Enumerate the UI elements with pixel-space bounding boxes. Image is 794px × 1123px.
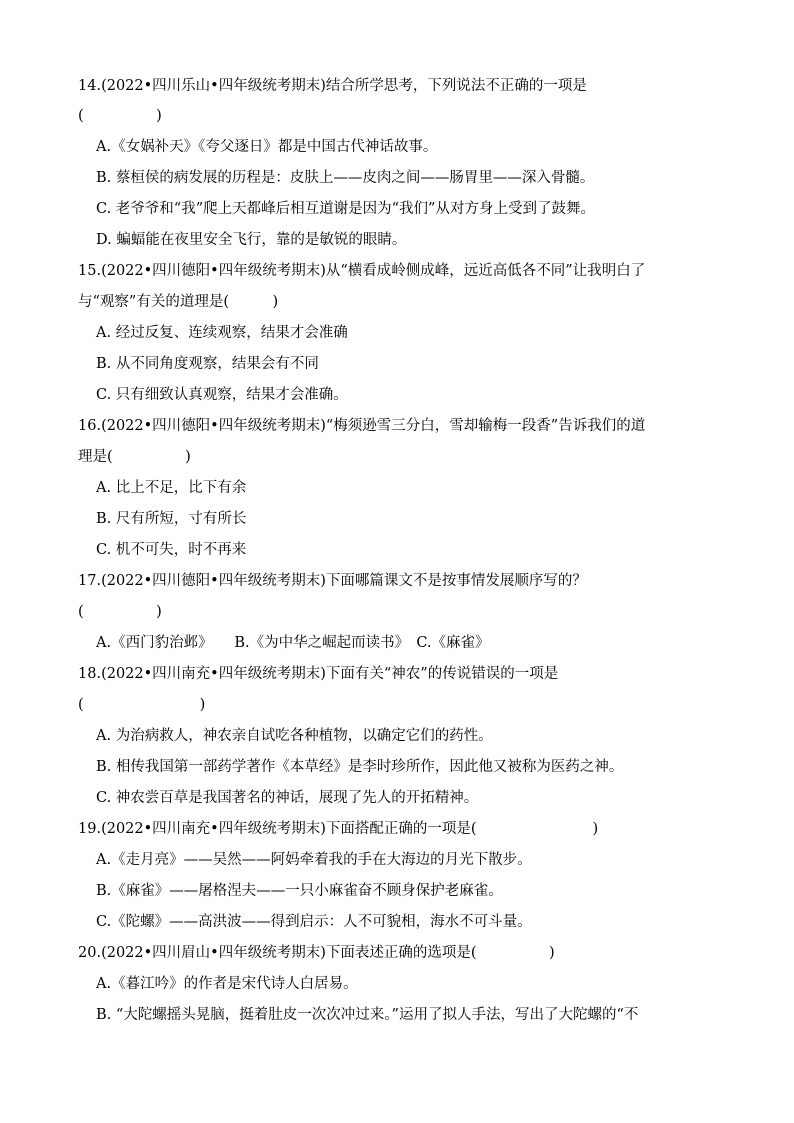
option-a: A. 为治病救人，神农亲自试吃各种植物，以确定它们的药性。: [96, 728, 493, 744]
question-16-continuation: 理是( ): [78, 449, 191, 465]
option-b: B. 蔡桓侯的病发展的历程是：皮肤上——皮肉之间——肠胃里——深入骨髓。: [96, 170, 595, 186]
question-number: 17.: [78, 573, 102, 589]
question-number: 15.: [78, 263, 102, 279]
option-a: A.《暮江吟》的作者是宋代诗人白居易。: [96, 976, 358, 992]
question-17-stem: [78, 571, 587, 591]
option-a: A. 经过反复、连续观察，结果才会准确: [96, 325, 348, 341]
question-source: (2022•四川乐山•四年级统考期末): [101, 78, 326, 94]
question-text: “梅须逊雪三分白，雪却输梅一段香”告诉我们的道: [325, 418, 646, 434]
question-text: 下面哪篇课文不是按事情发展顺序写的？: [325, 573, 587, 589]
option-b: B. 尺有所短，寸有所长: [96, 511, 247, 527]
option-a: A. 比上不足，比下有余: [96, 480, 247, 496]
question-number: 18.: [78, 666, 102, 682]
option-b: B. 从不同角度观察，结果会有不同: [96, 356, 319, 372]
question-number: 14.: [78, 78, 102, 94]
question-source: (2022•四川南充•四年级统考期末): [101, 666, 326, 682]
option-c: C. 机不可失，时不再来: [96, 542, 247, 558]
question-source: (2022•四川德阳•四年级统考期末): [101, 263, 326, 279]
question-source: (2022•四川德阳•四年级统考期末): [101, 573, 326, 589]
answer-parentheses: ( ): [78, 697, 206, 713]
question-number: 19.: [78, 821, 102, 837]
question-text: 下面搭配正确的一项是( ): [325, 821, 599, 837]
answer-parentheses: ( ): [78, 108, 162, 124]
question-text: 下面有关“神农”的传说错误的一项是: [325, 666, 559, 682]
question-text: 下面表述正确的选项是( ): [325, 945, 555, 961]
option-a: A.《女娲补天》《夸父逐日》都是中国古代神话故事。: [96, 139, 438, 155]
option-c: C. 老爷爷和“我”爬上天都峰后相互道谢是因为“我们”从对方身上受到了鼓舞。: [96, 201, 595, 217]
question-source: (2022•四川德阳•四年级统考期末): [101, 418, 326, 434]
question-number: 16.: [78, 418, 102, 434]
option-d: D. 蝙蝠能在夜里安全飞行，靠的是敏锐的眼睛。: [96, 232, 407, 248]
question-text: 从“横看成岭侧成峰，远近高低各不同”让我明白了: [325, 263, 646, 279]
question-number: 20.: [78, 945, 102, 961]
question-19-stem: [78, 819, 598, 839]
option-b: B.《麻雀》——屠格涅夫——一只小麻雀奋不顾身保护老麻雀。: [96, 883, 503, 899]
option-b: B. “大陀螺摇头晃脑，挺着肚皮一次次冲过来。”运用了拟人手法，写出了大陀螺的“不: [96, 1007, 639, 1023]
question-18-stem: [78, 664, 558, 684]
options-row: A.《西门豹治邺》 B.《为中华之崛起而读书》 C.《麻雀》: [96, 635, 490, 651]
question-15-stem: [78, 261, 645, 281]
question-15-continuation: 与“观察”有关的道理是( ): [78, 294, 279, 310]
option-b: B. 相传我国第一部药学著作《本草经》是李时珍所作，因此他又被称为医药之神。: [96, 759, 624, 775]
question-14-stem: [78, 76, 587, 96]
option-a: A.《走月亮》——吴然——阿妈牵着我的手在大海边的月光下散步。: [96, 852, 532, 868]
question-source: (2022•四川南充•四年级统考期末): [101, 821, 326, 837]
option-c: C. 神农尝百草是我国著名的神话，展现了先人的开拓精神。: [96, 790, 479, 806]
question-text: 结合所学思考，下列说法不正确的一项是: [325, 78, 587, 94]
answer-parentheses: ( ): [78, 604, 162, 620]
question-source: (2022•四川眉山•四年级统考期末): [101, 945, 326, 961]
question-16-stem: [78, 416, 645, 436]
question-20-stem: [78, 943, 555, 963]
option-c: C. 只有细致认真观察，结果才会准确。: [96, 387, 348, 403]
option-c: C.《陀螺》——高洪波——得到启示：人不可貌相，海水不可斗量。: [96, 914, 532, 930]
